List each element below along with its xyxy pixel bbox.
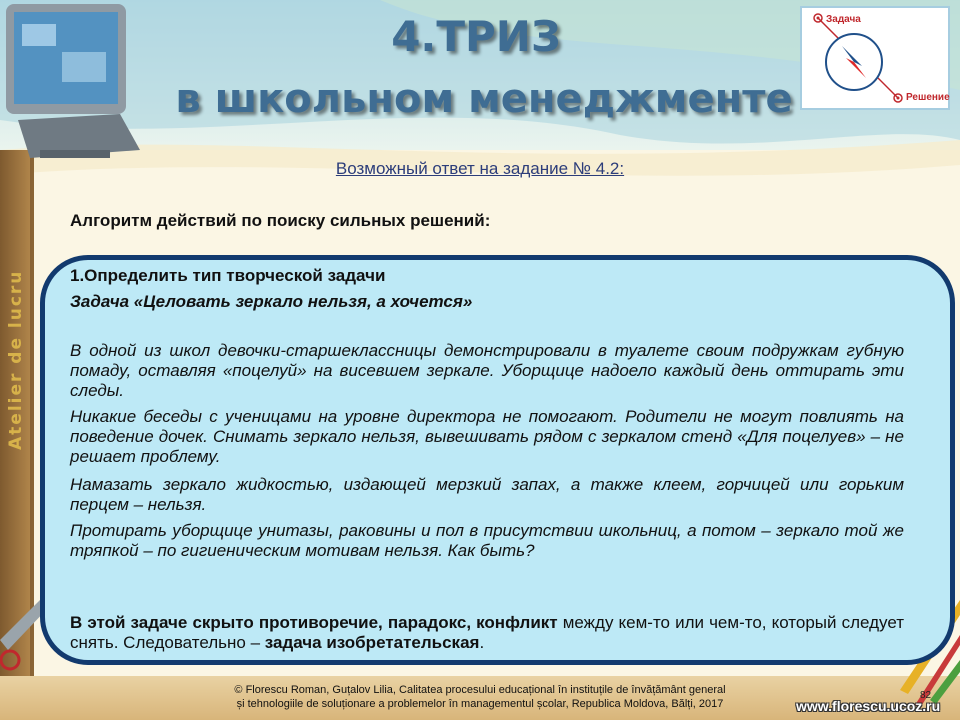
task-paragraph-1: В одной из школ девочки-старшеклассницы демонстрировали в туалете своим подружкам губную помаду, оставляя «поцелуй» на висевшем зеркале. Уборщице надоело каждый день оттирать эти следы. [70,341,904,400]
conclusion-middle: между кем-то или чем-то, который следует снять. Следовательно – [70,613,904,652]
algorithm-heading: Алгоритм действий по поиску сильных решений: [70,211,491,230]
page-number: 82 [920,690,932,701]
conclusion-bold-start: В этой задаче скрыто противоречие, парадокс, конфликт [70,613,558,632]
task-name: Задача «Целовать зеркало нельзя, а хочется» [70,292,473,311]
slide-title-line1: 4.ТРИЗ [391,12,561,61]
task-paragraph-3: Намазать зеркало жидкостью, издающей мерзкий запах, а также клеем, горчицей или горьким перцем – нельзя. [70,475,904,514]
task-paragraph-2: Никакие беседы с ученицами на уровне директора не помогают. Родители не могут повлиять на поведение дочек. Снимать зеркало нельзя, вывешивать рядом с зеркалом стенд «Для поцелуев» – не решает проблему. [70,407,904,466]
website-link[interactable]: www.florescu.ucoz.ru [796,698,941,714]
side-label: Atelier de lucru [6,269,26,451]
task-paragraph-4: Протирать уборщице унитазы, раковины и пол в присутствии школьниц, а потом – зеркало той же тряпкой – по гигиеническим мотивам нельзя. Как быть? [70,521,904,560]
footer-line-2: și tehnologiile de soluționare a problemelor în managementul școlar, Republica Moldova, Bălți, 2017 [236,698,724,710]
slide-title-line2: в школьном менеджменте [175,76,793,122]
logo-label-solution: Решение [906,92,950,103]
footer-citation [170,683,790,711]
compass-logo [800,6,950,110]
conclusion-end: . [479,633,485,652]
conclusion-bold-end: задача изобретательская [264,633,480,652]
step-title: 1.Определить тип творческой задачи [70,266,386,285]
subtitle: Возможный ответ на задание № 4.2: [335,159,625,178]
conclusion [70,613,904,653]
footer-line-1: © Florescu Roman, Guțalov Lilia, Calitatea procesului educațional în instituțile de învățământ general [234,684,726,696]
logo-label-task: Задача [826,14,861,25]
